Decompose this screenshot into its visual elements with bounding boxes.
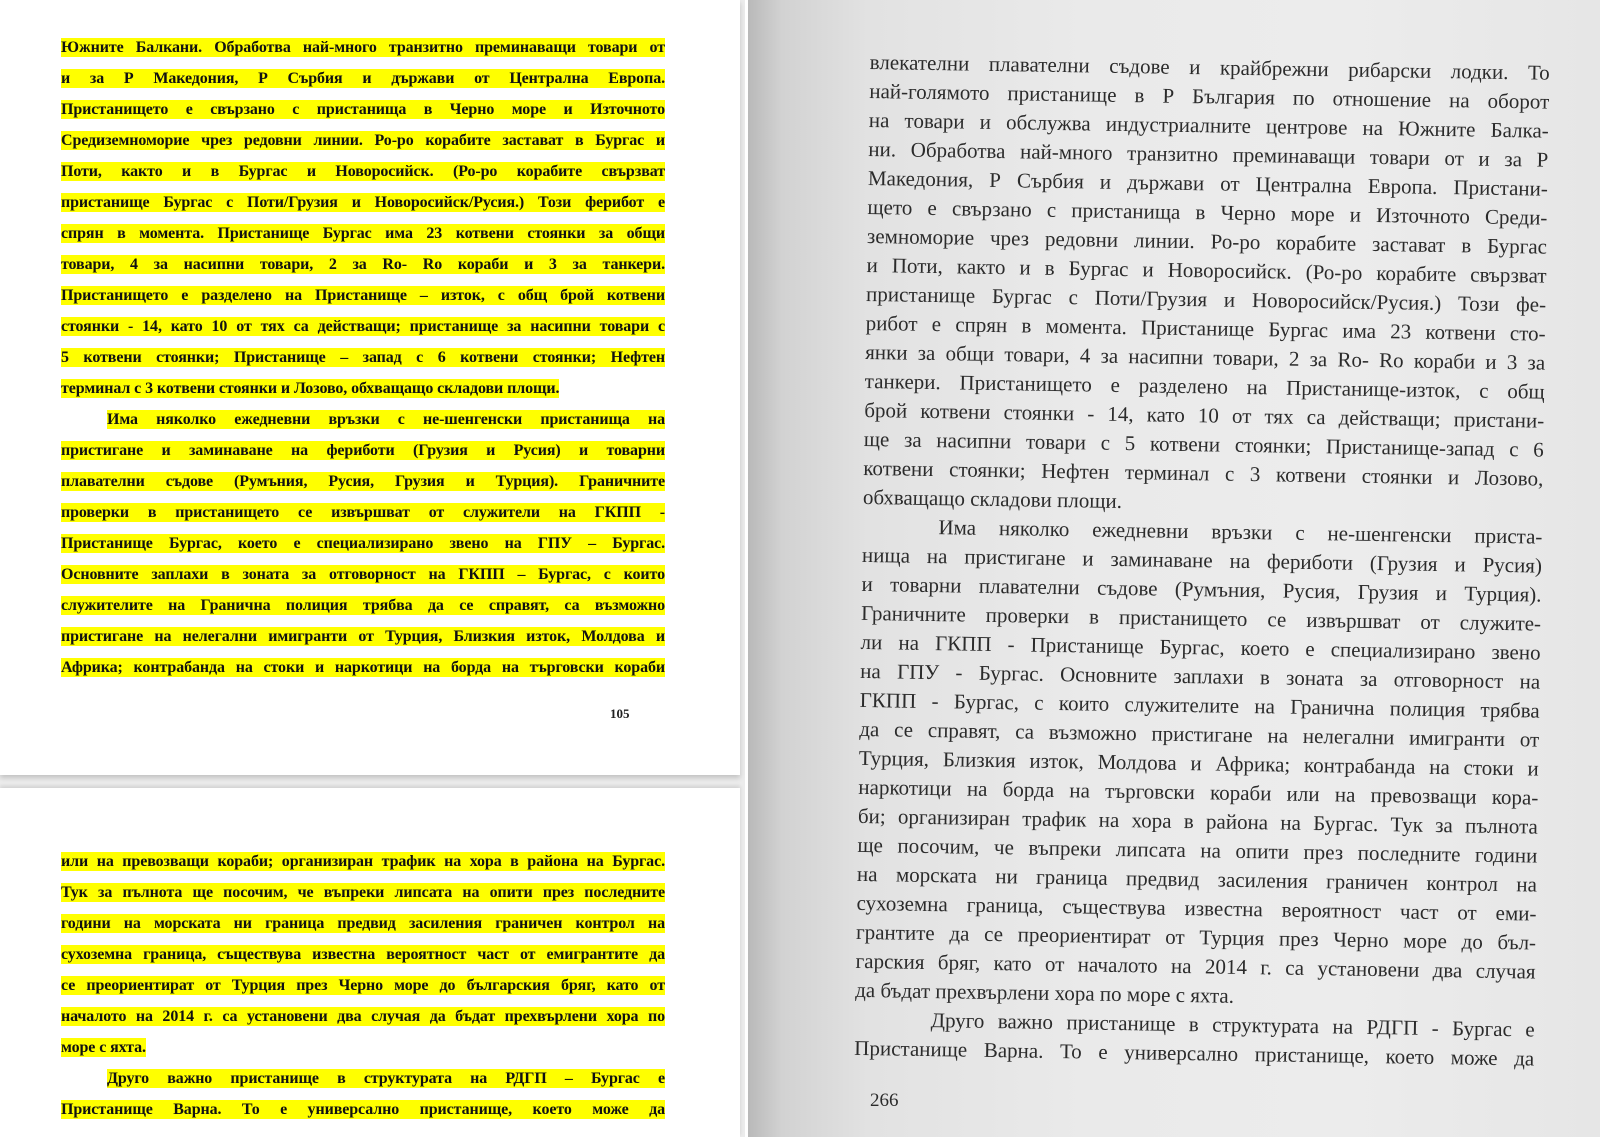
text-line: стоянки - 14, като 10 от тях са действащи; пристанище за насипни товари с (61, 318, 665, 335)
book-line: на ГПУ - Бургас. Основните заплахи в зоната за отговорност на (860, 658, 1541, 694)
page-number: 105 (610, 706, 630, 721)
book-line: да бъдат прехвърлени хора по море с яхта. (855, 977, 1235, 1008)
book-line: и товарни плавателни съдове (Румъния, Русия, Грузия и Турция). (861, 571, 1542, 607)
book-line: Турция, Близкия изток, Молдова и Африка; контрабанда на стоки и (858, 745, 1539, 781)
text-line: море с яхта. (61, 1039, 146, 1056)
text-line: години на морската ни граница предвид засиления граничен контрол на (61, 915, 665, 932)
book-line: ли на ГКПП - Пристанище Бургас, което е специализирано звено (860, 629, 1541, 665)
text-line: товари, 4 за насипни товари, 2 за Ro- Ro кораби и 3 за танкери. (61, 256, 665, 273)
text-line: проверки в пристанището се извършват от служители на ГКПП - (61, 504, 665, 521)
text-line: Пристанище Бургас, което е специализирано звено на ГПУ – Бургас. (61, 535, 665, 552)
book-line: танкери. Пристанището е разделено на Пристанище-изток, с общ (864, 368, 1545, 404)
text-line: Пристанище Варна. То е универсално пристанище, което може да (61, 1101, 665, 1118)
text-line: Южните Балкани. Обработва най-много транзитно преминаващи товари от (61, 39, 665, 56)
text-line: плавателни съдове (Румъния, Русия, Грузия и Турция). Граничните (61, 473, 665, 490)
text-line: началото на 2014 г. са установени два случая да бъдат прехвърлени хора по (61, 1008, 665, 1025)
book-page-number: 266 (870, 1090, 899, 1111)
book-line: ще за насипни товари с 5 котвени стоянки; Пристанище-запад с 6 (863, 426, 1544, 462)
text-line: пристигане и заминаване на фериботи (Грузия и Русия) и товарни (61, 442, 665, 459)
book-line: ГКПП - Бургас, с които служителите на Гранична полиция трябва (859, 687, 1540, 723)
book-line: нища на пристигане и заминаване на фериботи (Грузия и Русия) (861, 542, 1543, 578)
text-line: или на превозващи кораби; организиран трафик на хора в района на Бургас. (61, 853, 665, 870)
book-line: Граничните проверки в пристанището се извършват от служите- (860, 600, 1542, 636)
book-line: гарския бряг, като от началото на 2014 г. са установени два случая (855, 948, 1536, 984)
book-line: пристанище Бургас с Поти/Грузия и Новоросийск/Русия.) Този фе- (865, 281, 1547, 317)
text-line: и за Р Македония, Р Сърбия и държави от Централна Европа. (61, 70, 665, 87)
book-line: ни. Обработва най-много транзитно преминаващи товари от и за Р (868, 136, 1549, 172)
text-line: Има няколко ежедневни връзки с не-шенгенски пристанища на (107, 411, 665, 428)
book-line: Друго важно пристанище в структурата на РДГП - Бургас е (930, 1008, 1535, 1042)
book-line: и Поти, както и в Бургас и Новоросийск. (Ро-ро корабите свързват (866, 252, 1547, 288)
book-line: обхващащо складови площи. (862, 484, 1123, 514)
book-line: Македония, Р Сърбия и държави от Централна Европа. Пристани- (867, 165, 1549, 201)
book-line: янки за общи товари, 4 за насипни товари, 2 за Ro- Ro кораби и 3 за (865, 339, 1546, 375)
text-line: Африка; контрабанда на стоки и наркотици на борда на търговски кораби (61, 659, 665, 676)
book-line: наркотици на борда на търговски кораби или на превозващи кора- (858, 774, 1539, 810)
book-line: ще посочим, че въпреки липсата на опити през последните години (857, 832, 1538, 868)
book-line: земноморие чрез редовни линии. Ро-ро корабите застават в Бургас (866, 223, 1548, 259)
book-line: на морската ни граница предвид засиления граничен контрол на (856, 861, 1538, 897)
book-line: грантите да се преориентират от Турция през Черно море до бъл- (855, 919, 1537, 955)
highlighted-text-block (61, 38, 665, 689)
text-line: Пристанището е свързано с пристанища в Черно море и Източното (61, 101, 665, 118)
text-line: сухоземна граница, съществува известна вероятност част от емигрантите да (61, 946, 665, 963)
text-line: Друго важно пристанище в структурата на РДГП – Бургас е (107, 1070, 665, 1087)
text-line: 5 котвени стоянки; Пристанище – запад с 6 котвени стоянки; Нефтен (61, 349, 665, 366)
text-line: Средиземноморие чрез редовни линии. Ро-ро корабите застават в Бургас и (61, 132, 665, 149)
text-line: спрян в момента. Пристанище Бургас има 23 котвени стоянки за общи (61, 225, 665, 242)
book-line: най-голямото пристанище в Р България по отношение на оборот (869, 78, 1550, 114)
text-line: пристанище Бургас с Поти/Грузия и Новоросийск/Русия.) Този ферибот е (61, 194, 665, 211)
book-line: Има няколко ежедневни връзки с не-шенгенски приста- (938, 515, 1543, 549)
text-line: Основните заплахи в зоната за отговорност на ГКПП – Бургас, с които (61, 566, 665, 583)
text-line: терминал с 3 котвени стоянки и Лозово, обхващащо складови площи. (61, 380, 560, 397)
book-line: на товари и обслужва индустриалните центрове на Южните Балка- (868, 107, 1549, 143)
book-line: рибот е спрян в момента. Пристанище Бургас има 23 котвени сто- (865, 310, 1546, 346)
text-line: Тук за пълнота ще посочим, че въпреки липсата на опити през последните (61, 884, 665, 901)
document-page-105 (0, 0, 740, 775)
book-text-block (854, 48, 1550, 1074)
book-line: сухоземна граница, съществува известна вероятност част от еми- (856, 890, 1537, 926)
book-line: брой котвени стоянки - 14, като 10 от тях са действащи; пристани- (864, 397, 1545, 433)
book-line: да се справят, са възможно пристигане на нелегални имигранти от (859, 716, 1540, 752)
book-line: котвени стоянки; Нефтен терминал с 3 котвени стоянки и Лозово, (863, 455, 1544, 491)
book-line: влекателни плавателни съдове и крайбрежни рибарски лодки. То (869, 49, 1550, 85)
book-line: Пристанище Варна. То е универсално пристанище, което може да (854, 1035, 1535, 1071)
book-line: би; организиран трафик на хора в района на Бургас. Тук за пълнота (857, 803, 1539, 839)
book-line: щето е свързано с пристанища в Черно море и Източното Среди- (867, 194, 1548, 230)
text-line: пристигане на нелегални имигранти от Турция, Близкия изток, Молдова и (61, 628, 665, 645)
text-line: Поти, както и в Бургас и Новоросийск. (Ро-ро корабите свързват (61, 163, 665, 180)
book-page-photo (748, 0, 1600, 1137)
text-line: Пристанището е разделено на Пристанище – изток, с общ брой котвени (61, 287, 665, 304)
document-page-next (0, 788, 740, 1137)
text-line: служителите на Гранична полиция трябва да се справят, са възможно (61, 597, 665, 614)
text-line: се преориентират от Турция през Черно море до българския бряг, като от (61, 977, 665, 994)
highlighted-text-block (61, 852, 665, 1131)
